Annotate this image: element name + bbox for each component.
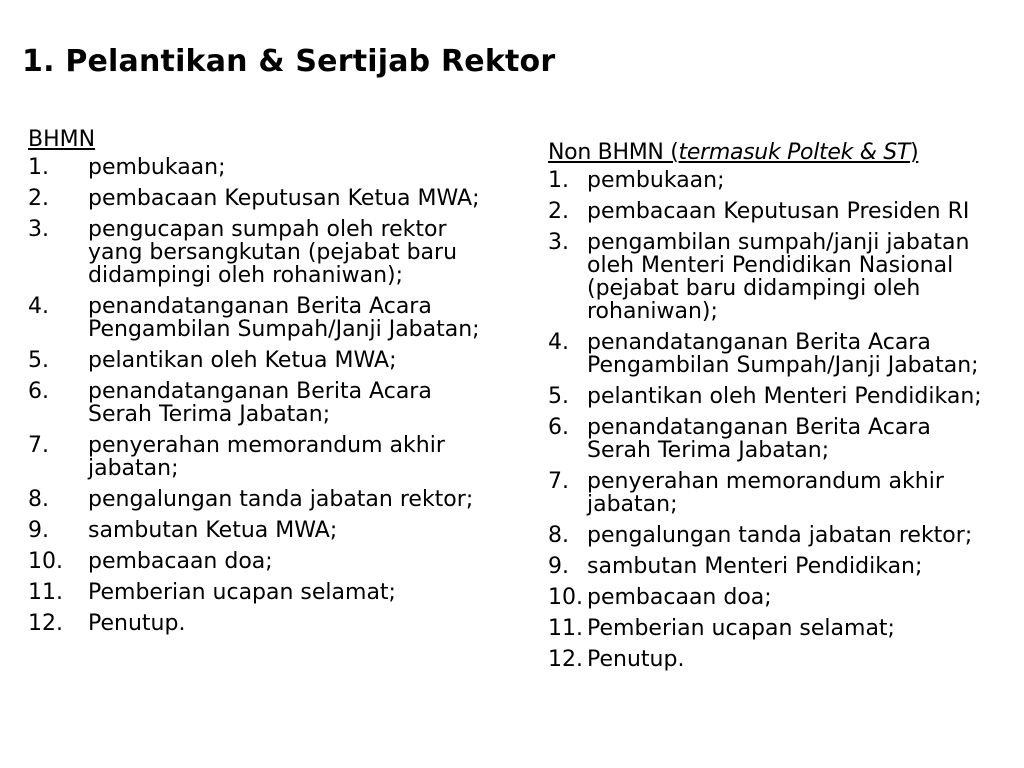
list-item-text: pengalungan tanda jabatan rektor; bbox=[587, 523, 973, 548]
list-item bbox=[548, 470, 1008, 516]
list-item bbox=[548, 524, 1008, 547]
list-item-text: Pemberian ucapan selamat; bbox=[587, 616, 895, 641]
list-item bbox=[28, 488, 488, 511]
list-item-number: 1. bbox=[28, 155, 49, 180]
non-bhmn-steps-list bbox=[548, 169, 1008, 671]
non-bhmn-heading-main: Non BHMN ( bbox=[548, 140, 679, 165]
list-item bbox=[28, 519, 488, 542]
list-item bbox=[28, 295, 488, 341]
bhmn-steps-list bbox=[28, 156, 488, 635]
list-item-number: 9. bbox=[28, 518, 49, 543]
bhmn-heading: BHMN bbox=[28, 127, 96, 152]
list-item-number: 11. bbox=[28, 580, 63, 605]
list-item bbox=[548, 617, 1008, 640]
list-item-number: 7. bbox=[548, 469, 569, 494]
page-title: 1. Pelantikan & Sertijab Rektor bbox=[22, 44, 556, 79]
list-item bbox=[548, 231, 1008, 323]
list-item bbox=[28, 434, 488, 480]
list-item-number: 5. bbox=[548, 384, 569, 409]
list-item-text: penandatanganan Berita Acara Pengambilan Sumpah/Janji Jabatan; bbox=[88, 294, 480, 342]
list-item-number: 6. bbox=[548, 415, 569, 440]
list-item-text: pembacaan doa; bbox=[587, 585, 772, 610]
list-item-number: 1. bbox=[548, 168, 569, 193]
list-item-number: 3. bbox=[28, 217, 49, 242]
list-item-text: penandatanganan Berita Acara Pengambilan Sumpah/Janji Jabatan; bbox=[587, 330, 979, 378]
list-item bbox=[548, 331, 1008, 377]
list-item-number: 4. bbox=[548, 330, 569, 355]
list-item bbox=[548, 555, 1008, 578]
list-item-text: penandatanganan Berita Acara Serah Terima Jabatan; bbox=[587, 415, 931, 463]
list-item-number: 11. bbox=[548, 616, 583, 641]
list-item bbox=[28, 218, 488, 287]
non-bhmn-heading-italic: termasuk Poltek & ST bbox=[678, 140, 911, 165]
list-item bbox=[28, 156, 488, 179]
list-item-number: 3. bbox=[548, 230, 569, 255]
list-item-text: pelantikan oleh Ketua MWA; bbox=[88, 348, 397, 373]
list-item-text: penandatanganan Berita Acara Serah Terima Jabatan; bbox=[88, 379, 432, 427]
list-item-text: Penutup. bbox=[88, 611, 186, 636]
list-item-number: 10. bbox=[548, 585, 583, 610]
list-item-text: sambutan Menteri Pendidikan; bbox=[587, 554, 923, 579]
list-item bbox=[28, 581, 488, 604]
list-item-text: Pemberian ucapan selamat; bbox=[88, 580, 396, 605]
list-item bbox=[28, 380, 488, 426]
list-item-number: 6. bbox=[28, 379, 49, 404]
list-item-number: 2. bbox=[548, 199, 569, 224]
list-item bbox=[548, 385, 1008, 408]
list-item-number: 12. bbox=[28, 611, 63, 636]
list-item bbox=[548, 416, 1008, 462]
list-item-text: penyerahan memorandum akhir jabatan; bbox=[88, 433, 445, 481]
non-bhmn-column bbox=[548, 141, 1008, 679]
list-item-number: 4. bbox=[28, 294, 49, 319]
list-item bbox=[28, 187, 488, 210]
list-item-text: penyerahan memorandum akhir jabatan; bbox=[587, 469, 944, 517]
list-item-number: 8. bbox=[548, 523, 569, 548]
list-item-number: 9. bbox=[548, 554, 569, 579]
list-item bbox=[548, 200, 1008, 223]
non-bhmn-heading bbox=[548, 141, 1008, 164]
list-item-number: 12. bbox=[548, 647, 583, 672]
list-item bbox=[28, 550, 488, 573]
list-item-number: 8. bbox=[28, 487, 49, 512]
list-item-text: pengambilan sumpah/janji jabatan oleh Menteri Pendidikan Nasional (pejabat baru didampingi oleh rohaniwan); bbox=[587, 230, 970, 324]
list-item bbox=[28, 349, 488, 372]
list-item bbox=[548, 586, 1008, 609]
list-item-text: pembacaan Keputusan Ketua MWA; bbox=[88, 186, 480, 211]
non-bhmn-heading-close: ) bbox=[910, 140, 919, 165]
list-item-number: 7. bbox=[28, 433, 49, 458]
list-item bbox=[548, 648, 1008, 671]
list-item-text: Penutup. bbox=[587, 647, 685, 672]
list-item bbox=[548, 169, 1008, 192]
list-item-number: 10. bbox=[28, 549, 63, 574]
list-item-text: pelantikan oleh Menteri Pendidikan; bbox=[587, 384, 982, 409]
list-item bbox=[28, 612, 488, 635]
list-item-text: pembacaan Keputusan Presiden RI bbox=[587, 199, 970, 224]
list-item-text: pembacaan doa; bbox=[88, 549, 273, 574]
list-item-text: pembukaan; bbox=[88, 155, 226, 180]
list-item-text: pembukaan; bbox=[587, 168, 725, 193]
bhmn-column bbox=[28, 128, 488, 643]
list-item-number: 5. bbox=[28, 348, 49, 373]
list-item-text: sambutan Ketua MWA; bbox=[88, 518, 338, 543]
list-item-text: pengucapan sumpah oleh rektor yang bersangkutan (pejabat baru didampingi oleh rohaniwan); bbox=[88, 217, 458, 288]
list-item-text: pengalungan tanda jabatan rektor; bbox=[88, 487, 474, 512]
list-item-number: 2. bbox=[28, 186, 49, 211]
